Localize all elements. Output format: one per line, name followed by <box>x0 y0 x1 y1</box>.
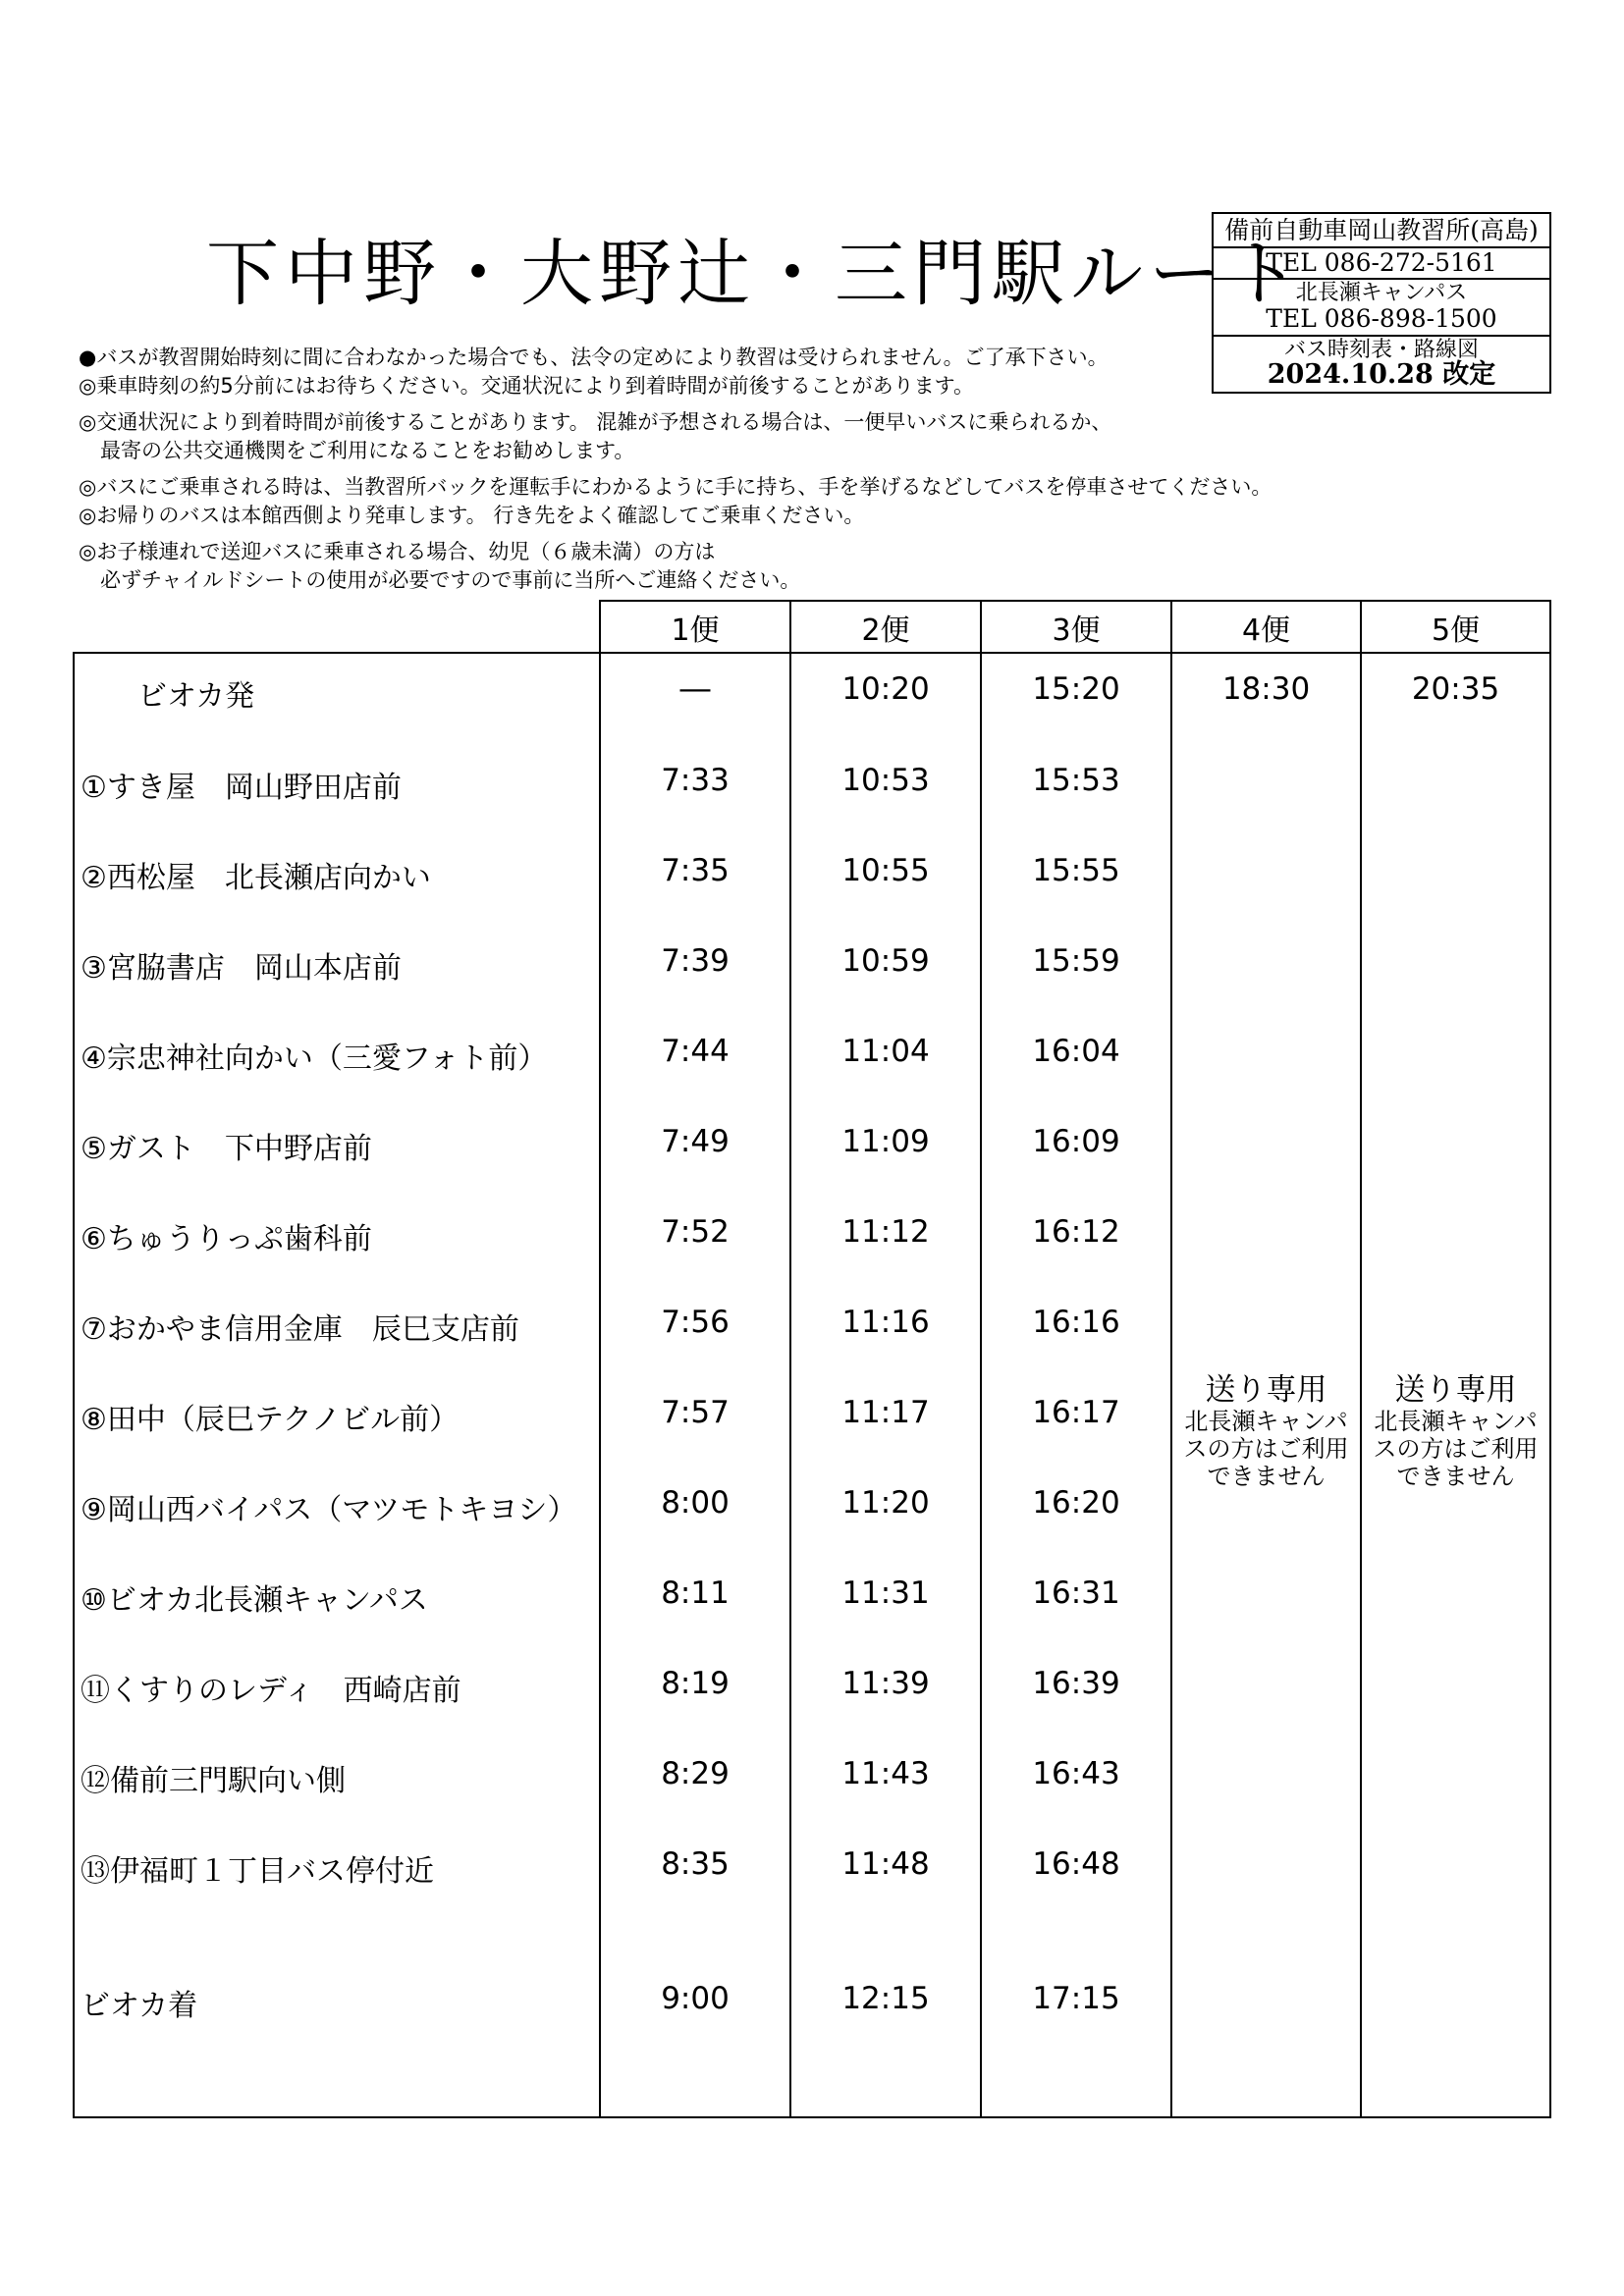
departure-time: 11:43 <box>841 1756 930 1791</box>
departure-time: 12:15 <box>841 1981 930 2016</box>
dropoff-only-label: 送り専用 <box>1205 1372 1327 1408</box>
bin-4-dropoff-only <box>1172 1372 1360 1490</box>
departure-time: 16:39 <box>1032 1666 1120 1701</box>
departure-time: 16:48 <box>1032 1846 1120 1882</box>
departure-time: 7:39 <box>661 943 730 979</box>
revision-date: 2024.10.28 改定 <box>1267 359 1496 390</box>
stop-name: ⑤ガスト 下中野店前 <box>81 1132 372 1166</box>
bin-1-column <box>600 653 790 2117</box>
departure-time: 7:44 <box>661 1034 730 1069</box>
departure-time: 11:48 <box>841 1846 930 1882</box>
stops-column <box>74 653 600 2117</box>
header-bin-1: 1便 <box>600 601 790 653</box>
departure-time: 16:16 <box>1032 1305 1120 1340</box>
notice-line: ◎バスにご乗車される時は、当教習所バックを運転手にわかるように手に持ち、手を挙げるなどしてバスを停車させてください。 <box>79 475 1272 499</box>
departure-time: 11:17 <box>841 1395 930 1430</box>
dropoff-only-note: 北長瀬キャンパスの方はご利用できません <box>1373 1408 1539 1490</box>
departure-time: 16:43 <box>1032 1756 1120 1791</box>
stop-name: ビオカ着 <box>81 1989 198 2023</box>
bin-5-dropoff-only <box>1362 1372 1549 1490</box>
departure-time: 8:00 <box>661 1485 730 1521</box>
departure-time: 10:20 <box>841 671 930 707</box>
departure-time: 16:31 <box>1032 1575 1120 1611</box>
header-bin-3: 3便 <box>981 601 1171 653</box>
bus-timetable <box>73 600 1551 2118</box>
stop-name: ⑪くすりのレディ 西崎店前 <box>81 1674 461 1708</box>
header-bin-5: 5便 <box>1361 601 1550 653</box>
departure-time: 8:29 <box>661 1756 730 1791</box>
dropoff-only-note: 北長瀬キャンパスの方はご利用できません <box>1183 1408 1349 1490</box>
departure-time: 15:55 <box>1032 853 1120 888</box>
campus-phone: TEL 086-898-1500 <box>1214 305 1549 337</box>
stop-name: ⑥ちゅうりっぷ歯科前 <box>81 1222 372 1256</box>
departure-time: ― <box>679 671 711 707</box>
departure-time: 15:20 <box>1032 671 1120 707</box>
campus-name: 北長瀬キャンパス <box>1295 281 1468 305</box>
departure-time: 11:31 <box>841 1575 930 1611</box>
header-bin-2: 2便 <box>790 601 981 653</box>
departure-time: 11:39 <box>841 1666 930 1701</box>
bin-2-column <box>790 653 981 2117</box>
notice-line: 最寄の公共交通機関をご利用になることをお勧めします。 <box>100 439 635 462</box>
stop-name: ⑦おかやま信用金庫 辰巳支店前 <box>81 1312 519 1347</box>
departure-time: 11:20 <box>841 1485 930 1521</box>
departure-time: 7:35 <box>661 853 730 888</box>
departure-time: 17:15 <box>1032 1981 1120 2016</box>
departure-time: 11:16 <box>841 1305 930 1340</box>
notice-line: ◎乗車時刻の約5分前にはお待ちください。交通状況により到着時間が前後することがあります。 <box>79 374 975 398</box>
stop-name: ①すき屋 岡山野田店前 <box>81 771 402 805</box>
school-phone: TEL 086-272-5161 <box>1214 248 1549 280</box>
departure-time: 10:59 <box>841 943 930 979</box>
bin-3-column <box>981 653 1171 2117</box>
departure-time: 7:33 <box>661 763 730 798</box>
notice-line: ●バスが教習開始時刻に間に合わなかった場合でも、法令の定めにより教習は受けられません。ご了承下さい。 <box>79 346 1109 369</box>
departure-time: 15:53 <box>1032 763 1120 798</box>
departure-time: 7:52 <box>661 1214 730 1250</box>
header-bin-4: 4便 <box>1171 601 1361 653</box>
departure-time: 11:09 <box>841 1124 930 1159</box>
departure-time: 10:53 <box>841 763 930 798</box>
departure-time: 16:09 <box>1032 1124 1120 1159</box>
notice-line: ◎お子様連れで送迎バスに乗車される場合、幼児（６歳未満）の方は <box>79 540 716 563</box>
timetable-label: バス時刻表・路線図 <box>1283 338 1479 362</box>
departure-time: 7:56 <box>661 1305 730 1340</box>
departure-time: 7:49 <box>661 1124 730 1159</box>
header-blank <box>74 601 600 653</box>
dropoff-only-label: 送り専用 <box>1394 1372 1517 1408</box>
stop-name: ⑫備前三門駅向い側 <box>81 1764 346 1798</box>
notice-list <box>79 344 1272 595</box>
bin-5-column <box>1361 653 1550 2117</box>
departure-time: 11:12 <box>841 1214 930 1250</box>
departure-time: 15:59 <box>1032 943 1120 979</box>
departure-time: 16:20 <box>1032 1485 1120 1521</box>
notice-line: ◎交通状況により到着時間が前後することがあります。 混雑が予想される場合は、一便早いバスに乗られるか、 <box>79 410 1112 434</box>
bin-4-departure-time: 18:30 <box>1221 671 1311 707</box>
departure-time: 11:04 <box>841 1034 930 1069</box>
stop-name: ⑨岡山西バイパス（マツモトキヨシ） <box>81 1493 577 1527</box>
departure-time: 16:12 <box>1032 1214 1120 1250</box>
stop-name: ⑧田中（辰巳テクノビル前） <box>81 1403 460 1437</box>
stop-name: ④宗忠神社向かい（三愛フォト前） <box>81 1041 548 1076</box>
stop-name: ビオカ発 <box>137 679 255 714</box>
notice-line: ◎お帰りのバスは本館西側より発車します。 行き先をよく確認してご乗車ください。 <box>79 504 865 527</box>
notice-line: 必ずチャイルドシートの使用が必要ですので事前に当所へご連絡ください。 <box>100 568 801 592</box>
page-title: 下中野・大野辻・三門駅ルート <box>206 232 1306 316</box>
school-name: 備前自動車岡山教習所(高島) <box>1214 214 1549 248</box>
departure-time: 8:35 <box>661 1846 730 1882</box>
departure-time: 10:55 <box>841 853 930 888</box>
departure-time: 7:57 <box>661 1395 730 1430</box>
departure-time: 8:19 <box>661 1666 730 1701</box>
stop-name: ⑬伊福町１丁目バス停付近 <box>81 1854 434 1889</box>
departure-time: 16:04 <box>1032 1034 1120 1069</box>
stop-name: ②西松屋 北長瀬店向かい <box>81 861 431 895</box>
stop-name: ⑩ビオカ北長瀬キャンパス <box>81 1583 428 1618</box>
departure-time: 8:11 <box>661 1575 730 1611</box>
bin-5-departure-time: 20:35 <box>1411 671 1500 707</box>
bin-4-column <box>1171 653 1361 2117</box>
departure-time: 16:17 <box>1032 1395 1120 1430</box>
departure-time: 9:00 <box>661 1981 730 2016</box>
stop-name: ③宮脇書店 岡山本店前 <box>81 951 402 986</box>
